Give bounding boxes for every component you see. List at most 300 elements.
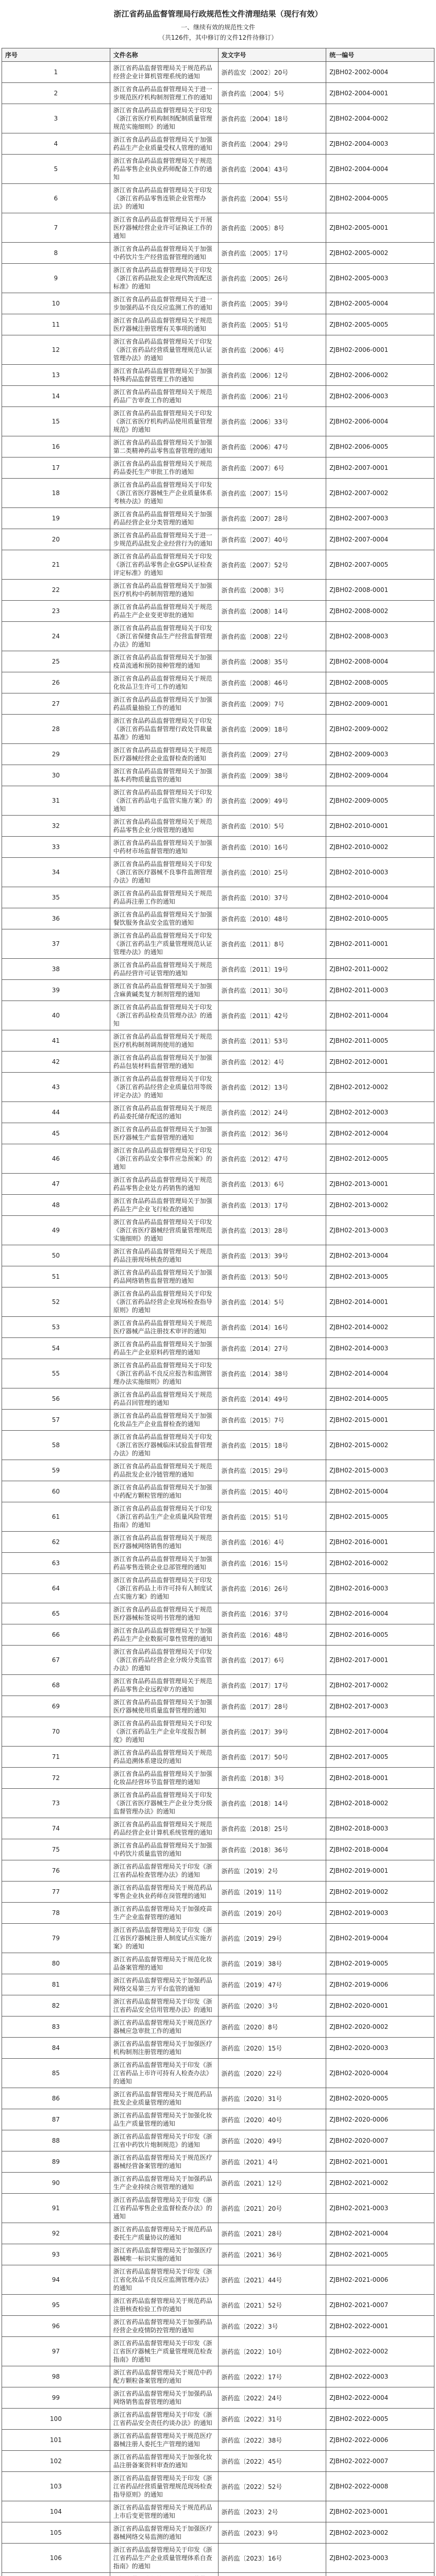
row-docno: 浙食药监〔2018〕25号 [218,1818,326,1839]
row-docno: 浙药监〔2019〕47号 [218,1974,326,1995]
row-index: 90 [2,2173,110,2194]
row-code: ZJBH02-2008-0002 [326,601,434,622]
row-code: ZJBH02-2020-0005 [326,2088,434,2109]
row-title: 浙江省药品监督管理局关于规范药品注册核查检验工作的通知 [110,2295,218,2316]
row-index: 87 [2,2109,110,2130]
row-docno: 浙食药监〔2015〕40号 [218,1481,326,1502]
table-row [2,837,434,858]
row-code: ZJBH02-2015-0005 [326,1502,434,1532]
row-code: ZJBH02-2016-0003 [326,1574,434,1603]
row-docno: 浙食药监〔2008〕3号 [218,580,326,601]
table-row [2,2544,434,2573]
row-index: 101 [2,2430,110,2451]
row-code: ZJBH02-2006-0004 [326,407,434,436]
table-row [2,908,434,929]
row-docno: 浙食药监〔2018〕36号 [218,1839,326,1860]
table-row [2,1646,434,1675]
row-docno: 浙食药监〔2012〕36号 [218,1123,326,1144]
table-row [2,2451,434,2472]
row-index: 53 [2,1317,110,1338]
row-index: 102 [2,2451,110,2472]
row-index: 86 [2,2088,110,2109]
row-index: 64 [2,1574,110,1603]
row-title: 浙江省食品药品监督管理局关于印发《浙江省药品检查员管理办法》的通知 [110,1001,218,1030]
row-title: 浙江省食品药品监督管理局关于规范医疗器械网络销售的通知 [110,1532,218,1553]
row-docno: 浙食药监〔2007〕40号 [218,529,326,550]
table-row [2,2194,434,2223]
row-index: 7 [2,213,110,243]
row-title: 浙江省食品药品监督管理局关于加强第二类精神药品零售监督管理的通知 [110,436,218,457]
row-index: 71 [2,1747,110,1768]
row-docno: 浙药监〔2021〕52号 [218,2295,326,2316]
row-title: 浙江省药品监督管理局关于加强医疗器械唯一标识实施的通知 [110,2244,218,2265]
row-docno: 浙食药监〔2015〕18号 [218,1431,326,1460]
row-title: 浙江省药品监督管理局关于规范药品委托生产质量协议的通知 [110,2223,218,2244]
row-docno: 浙药监安〔2002〕20号 [218,62,326,83]
row-title: 浙江省食品药品监督管理局关于进一步规范医疗机构制剂管理工作的通知 [110,83,218,104]
table-row [2,2472,434,2501]
table-row [2,1502,434,1532]
row-title: 浙江省食品药品监督管理局关于加强中药配方颗粒管理的通知 [110,1481,218,1502]
table-row [2,386,434,407]
row-code: ZJBH02-2020-0003 [326,2038,434,2059]
row-docno [218,2573,326,2576]
table-row [2,184,434,213]
row-title: 浙江省药品监督管理局关于规范药品零售企业执业药师在岗管理的通知 [110,1882,218,1903]
table-row [2,2244,434,2265]
row-title: 浙江省食品药品监督管理局关于印发《浙江省医疗机构制剂配制质量管理规范实施细则》的通知 [110,104,218,133]
row-docno: 浙食药监〔2012〕47号 [218,1144,326,1174]
row-docno: 浙食药监〔2012〕4号 [218,1052,326,1073]
row-code: ZJBH02-2018-0002 [326,1789,434,1818]
row-title: 浙江省食品药品监督管理局关于加强中药饮片质量监管的通知 [110,1839,218,1860]
row-docno: 浙食药监〔2014〕49号 [218,1388,326,1410]
row-index: 60 [2,1481,110,1502]
row-title: 浙江省食品药品监督管理局关于印发《浙江省药品生产质量管理规范认证管理办法》的通知 [110,929,218,959]
row-index: 30 [2,765,110,786]
row-docno: 浙药监〔2022〕31号 [218,2409,326,2430]
row-index: 50 [2,1245,110,1266]
table-row [2,1460,434,1481]
table-row [2,1860,434,1882]
row-index: 15 [2,407,110,436]
row-title: 浙江省食品药品监督管理局关于加强药品零售连锁企业总部管理的通知 [110,1553,218,1574]
row-title: 浙江省药品监督管理局关于印发《浙江省药品上市许可持有人检查办法》的通知 [110,2059,218,2088]
row-docno: 浙药监〔2020〕3号 [218,1995,326,2016]
row-index: 33 [2,837,110,858]
row-docno: 浙食药监〔2005〕26号 [218,264,326,293]
row-title: 浙江省食品药品监督管理局关于进一步加强药品不良反应监测工作的通知 [110,293,218,314]
table-row [2,2088,434,2109]
row-docno: 浙食药监〔2014〕5号 [218,1287,326,1317]
row-code: ZJBH02-2012-0001 [326,1052,434,1073]
row-docno: 浙食药监〔2017〕50号 [218,1747,326,1768]
row-code: ZJBH02-2012-0005 [326,1144,434,1174]
row-title: 浙江省食品药品监督管理局关于印发《浙江省药品零售连锁企业管理办法》的通知 [110,184,218,213]
row-docno: 浙食药监〔2015〕29号 [218,1460,326,1481]
row-title: 浙江省食品药品监督管理局关于加强医疗器械生产监督管理的通知 [110,1123,218,1144]
row-index: 9 [2,264,110,293]
table-row [2,62,434,83]
row-docno: 浙食药监〔2010〕16号 [218,837,326,858]
table-row [2,155,434,184]
row-docno: 浙食药监〔2007〕52号 [218,550,326,580]
row-code: ZJBH02-2022-0008 [326,2472,434,2501]
row-docno: 浙食药监〔2015〕51号 [218,1502,326,1532]
row-title: 浙江省食品药品监督管理局关于印发《浙江省药品上市许可持有人制度试点实施方案》的通知 [110,1574,218,1603]
document-table [2,48,434,2576]
table-row [2,2109,434,2130]
row-title: 浙江省食品药品监督管理局关于加强药品生产企业原料药管理的通知 [110,1338,218,1359]
table-row [2,2316,434,2337]
row-index: 21 [2,550,110,580]
table-row [2,2038,434,2059]
row-title: 浙江省药品监督管理局关于加强药品经营企业疫情防控管理的通知 [110,2316,218,2337]
row-docno: 浙药监〔2020〕31号 [218,2088,326,2109]
row-code: ZJBH02-2018-0001 [326,1768,434,1789]
row-code [326,2573,434,2576]
row-code: ZJBH02-2012-0002 [326,1073,434,1102]
row-code: ZJBH02-2009-0001 [326,693,434,715]
row-title: 浙江省药品监督管理局关于加强疫苗生产企业监督管理的通知 [110,1903,218,1924]
row-title: 浙江省食品药品监督管理局关于进一步规范药品批发企业经营行为的通知 [110,529,218,550]
row-title: 浙江省药品监督管理局关于印发《浙江省药品安全责任约谈办法》的通知 [110,2409,218,2430]
row-index: 85 [2,2059,110,2088]
row-code: ZJBH02-2021-0001 [326,2151,434,2173]
row-title: 浙江省药品监督管理局关于印发《浙江省药品经营质量管理规范现场检查指导原则》的通知 [110,2472,218,2501]
row-docno: 浙食药监〔2009〕49号 [218,786,326,816]
table-row [2,765,434,786]
row-index: 67 [2,1646,110,1675]
row-title: 浙江省食品药品监督管理局关于印发《浙江省药品经营质量管理规范认证管理办法》的通知 [110,335,218,365]
row-title: 浙江省药品监督管理局关于规范医疗器械经营备案管理的通知 [110,2151,218,2173]
row-code: ZJBH02-2010-0002 [326,837,434,858]
table-row [2,1317,434,1338]
row-code: ZJBH02-2017-0001 [326,1646,434,1675]
row-index: 47 [2,1174,110,1195]
row-docno: 浙食药监〔2013〕50号 [218,1266,326,1287]
row-title: 浙江省食品药品监督管理局关于加强中药饮片生产经营监督管理的通知 [110,243,218,264]
row-docno: 浙食药监〔2004〕5号 [218,83,326,104]
row-title: 浙江省食品药品监督管理局关于加强特殊药品监督管理工作的通知 [110,365,218,386]
row-docno: 浙药监〔2019〕11号 [218,1882,326,1903]
row-index: 20 [2,529,110,550]
row-docno: 浙食药监〔2011〕8号 [218,929,326,959]
row-code: ZJBH02-2013-0003 [326,1216,434,1245]
row-code: ZJBH02-2016-0001 [326,1532,434,1553]
row-code: ZJBH02-2010-0005 [326,908,434,929]
row-docno: 浙药监〔2021〕44号 [218,2265,326,2295]
row-title: 浙江省食品药品监督管理局关于印发《浙江省医疗器械生产企业质量体系考核办法》的通知 [110,479,218,508]
row-docno: 浙药监〔2022〕17号 [218,2366,326,2387]
row-docno: 浙药监〔2020〕22号 [218,2059,326,2088]
row-index: 35 [2,887,110,908]
row-docno: 浙食药监〔2014〕16号 [218,1317,326,1338]
table-row [2,816,434,837]
row-docno: 浙食药监〔2006〕47号 [218,436,326,457]
table-row [2,1195,434,1216]
row-code: ZJBH02-2009-0002 [326,715,434,744]
row-title: 浙江省食品药品监督管理局关于加强药品生产企业质量受权人管理的通知 [110,133,218,155]
header-index: 序号 [2,48,110,62]
row-code: ZJBH02-2020-0007 [326,2130,434,2151]
row-index: 93 [2,2244,110,2265]
row-title: 浙江省药品监督管理局关于规范医疗器械应急审批工作的通知 [110,2016,218,2038]
row-docno: 浙药监〔2019〕38号 [218,1953,326,1974]
row-docno: 浙食药监〔2009〕38号 [218,765,326,786]
row-docno: 浙药监〔2021〕28号 [218,2223,326,2244]
row-code: ZJBH02-2015-0002 [326,1431,434,1460]
row-code: ZJBH02-2019-0001 [326,1860,434,1882]
row-title: 浙江省食品药品监督管理局关于加强药品质量抽验工作的通知 [110,693,218,715]
row-index: 16 [2,436,110,457]
row-code: ZJBH02-2005-0001 [326,213,434,243]
row-title: 浙江省药品监督管理局关于加强药品网络交易第三方平台监管的通知 [110,1974,218,1995]
row-title: 浙江省食品药品监督管理局关于加强化妆品经营环节监督管理的通知 [110,1768,218,1789]
row-code: ZJBH02-2009-0004 [326,765,434,786]
row-code: ZJBH02-2017-0003 [326,1696,434,1717]
row-code: ZJBH02-2007-0001 [326,457,434,479]
row-docno: 浙药监〔2022〕52号 [218,2472,326,2501]
row-code: ZJBH02-2015-0004 [326,1481,434,1502]
table-row [2,651,434,672]
table-row [2,1359,434,1388]
row-index [2,2573,110,2576]
row-title: 浙江省食品药品监督管理局关于印发《浙江省医疗器械临床试验监督管理办法》的通知 [110,1431,218,1460]
row-index: 25 [2,651,110,672]
row-code: ZJBH02-2021-0002 [326,2173,434,2194]
row-docno: 浙食药监〔2009〕18号 [218,715,326,744]
table-row [2,2501,434,2522]
row-title: 浙江省食品药品监督管理局关于规范医疗器械标签说明书管理的通知 [110,1603,218,1624]
row-code: ZJBH02-2006-0001 [326,335,434,365]
row-docno: 浙食药监〔2006〕12号 [218,365,326,386]
table-row [2,1995,434,2016]
row-code: ZJBH02-2016-0005 [326,1624,434,1646]
row-index: 74 [2,1818,110,1839]
row-docno: 浙食药监〔2008〕46号 [218,672,326,693]
row-index: 81 [2,1974,110,1995]
row-code: ZJBH02-2019-0002 [326,1882,434,1903]
row-index: 84 [2,2038,110,2059]
row-title: 浙江省食品药品监督管理局关于规范药品批发企业冷链管理的通知 [110,1460,218,1481]
table-row [2,959,434,980]
row-code: ZJBH02-2011-0002 [326,959,434,980]
row-code: ZJBH02-2005-0004 [326,293,434,314]
row-index: 82 [2,1995,110,2016]
row-index: 44 [2,1102,110,1123]
row-index: 4 [2,133,110,155]
table-row [2,1789,434,1818]
subtitle-line-2: （共126件，其中修订的文件12件待修订） [158,34,278,41]
row-title: 浙江省食品药品监督管理局关于印发《浙江省药品经营企业分级分类监管办法》的通知 [110,1646,218,1675]
row-docno: 浙食药监〔2018〕3号 [218,1768,326,1789]
row-docno: 浙食药监〔2007〕6号 [218,457,326,479]
table-row [2,980,434,1001]
row-index: 80 [2,1953,110,1974]
row-index: 95 [2,2295,110,2316]
row-index: 29 [2,744,110,765]
row-code: ZJBH02-2022-0005 [326,2409,434,2430]
table-row [2,1532,434,1553]
row-docno: 浙食药监〔2008〕22号 [218,622,326,651]
row-index: 94 [2,2265,110,2295]
row-code: ZJBH02-2020-0002 [326,2016,434,2038]
row-index: 61 [2,1502,110,1532]
row-index: 3 [2,104,110,133]
row-title: 浙江省食品药品监督管理局关于加强药品经营企业分类管理的通知 [110,508,218,529]
row-code: ZJBH02-2013-0004 [326,1245,434,1266]
row-code: ZJBH02-2004-0005 [326,184,434,213]
row-index: 26 [2,672,110,693]
row-code: ZJBH02-2011-0005 [326,1030,434,1052]
row-title: 浙江省药品监督管理局关于印发《浙江省医疗器械生产质量管理规范检查指南》的通知 [110,2337,218,2366]
row-title: 浙江省药品监督管理局关于印发《浙江省药品安全信用管理办法》的通知 [110,1995,218,2016]
row-code: ZJBH02-2023-0003 [326,2544,434,2573]
row-docno: 浙食药监〔2008〕35号 [218,651,326,672]
row-code: ZJBH02-2008-0001 [326,580,434,601]
row-index: 18 [2,479,110,508]
table-row [2,293,434,314]
table-row [2,672,434,693]
row-index: 97 [2,2337,110,2366]
row-code: ZJBH02-2023-0001 [326,2501,434,2522]
row-index: 75 [2,1839,110,1860]
row-docno: 浙食药监〔2010〕48号 [218,908,326,929]
table-row [2,2430,434,2451]
row-code: ZJBH02-2006-0003 [326,386,434,407]
row-code: ZJBH02-2008-0004 [326,651,434,672]
row-docno: 浙食药监〔2014〕27号 [218,1338,326,1359]
row-index: 69 [2,1696,110,1717]
row-code: ZJBH02-2016-0002 [326,1553,434,1574]
row-title: 浙江省食品药品监督管理局关于规范药品委托生产审批工作的通知 [110,457,218,479]
row-title: 浙江省食品药品监督管理局关于印发《浙江省医疗器械经营质量管理规范实施细则》的通知 [110,1216,218,1245]
table-row [2,1216,434,1245]
row-code: ZJBH02-2004-0001 [326,83,434,104]
row-docno: 浙食药监〔2006〕33号 [218,407,326,436]
table-row [2,786,434,816]
row-index: 98 [2,2366,110,2387]
row-code: ZJBH02-2004-0002 [326,104,434,133]
row-index: 37 [2,929,110,959]
row-code: ZJBH02-2019-0006 [326,1974,434,1995]
table-row [2,2223,434,2244]
row-docno: 浙食药监〔2012〕24号 [218,1102,326,1123]
row-index: 51 [2,1266,110,1287]
row-code: ZJBH02-2006-0005 [326,436,434,457]
table-row [2,1818,434,1839]
row-title: 浙江省食品药品监督管理局关于规范化妆品卫生许可工作的通知 [110,672,218,693]
row-index: 32 [2,816,110,837]
row-title: 浙江省食品药品监督管理局关于印发《浙江省医疗机构药品使用质量管理规范》的通知 [110,407,218,436]
row-code: ZJBH02-2019-0003 [326,1903,434,1924]
row-docno: 浙食药监〔2007〕15号 [218,479,326,508]
row-title: 浙江省食品药品监督管理局关于印发《浙江省医疗器械生产企业分类分级监督管理办法》的通知 [110,1789,218,1818]
row-title: 浙江省食品药品监督管理局关于印发《浙江省药品生产企业质量风险管理指南》的通知 [110,1502,218,1532]
table-row [2,213,434,243]
table-row [2,457,434,479]
row-code: ZJBH02-2014-0005 [326,1388,434,1410]
table-row [2,1675,434,1696]
table-row [2,365,434,386]
row-docno: 浙食药监〔2014〕38号 [218,1359,326,1388]
row-index: 41 [2,1030,110,1052]
table-header-row [2,48,434,62]
row-index: 55 [2,1359,110,1388]
row-index: 19 [2,508,110,529]
row-title: 浙江省食品药品监督管理局关于印发《浙江省药品监督管理行政处罚裁量基准》的通知 [110,715,218,744]
row-title: 浙江省食品药品监督管理局关于加强药品生产企业数据可靠性管理的通知 [110,1624,218,1646]
table-row [2,1603,434,1624]
row-docno: 浙药监〔2021〕12号 [218,2173,326,2194]
row-code: ZJBH02-2012-0003 [326,1102,434,1123]
row-index: 83 [2,2016,110,2038]
row-title: 浙江省食品药品监督管理局关于印发《浙江省药品经营企业质量信用等级评定办法》的通知 [110,1073,218,1102]
row-code: ZJBH02-2005-0005 [326,314,434,335]
row-title: 浙江省药品监督管理局关于规范药品上市后变更管理的通知 [110,2501,218,2522]
row-docno: 浙食药监〔2015〕7号 [218,1410,326,1431]
row-code: ZJBH02-2022-0002 [326,2337,434,2366]
row-code: ZJBH02-2021-0006 [326,2265,434,2295]
row-index: 96 [2,2316,110,2337]
table-row [2,2573,434,2576]
row-docno: 浙食药监〔2016〕15号 [218,1553,326,1574]
row-code: ZJBH02-2002-0004 [326,62,434,83]
row-docno: 浙药监〔2021〕36号 [218,2244,326,2265]
row-docno: 浙药监〔2021〕4号 [218,2151,326,2173]
table-row [2,436,434,457]
row-code: ZJBH02-2013-0002 [326,1195,434,1216]
row-docno: 浙食药监〔2004〕18号 [218,104,326,133]
row-title: 浙江省食品药品监督管理局关于规范药品追溯体系建设的通知 [110,1747,218,1768]
row-index: 78 [2,1903,110,1924]
row-index: 52 [2,1287,110,1317]
row-index: 34 [2,858,110,887]
row-code: ZJBH02-2007-0002 [326,479,434,508]
table-row [2,2409,434,2430]
row-code: ZJBH02-2007-0004 [326,529,434,550]
row-title: 浙江省药品监督管理局关于印发《浙江省药品生产企业质量管理体系自查指南》的通知 [110,2544,218,2573]
row-title: 浙江省食品药品监督管理局关于加强药品包装材料监督管理的通知 [110,1052,218,1073]
row-docno: 浙食药监〔2016〕26号 [218,1574,326,1603]
row-code: ZJBH02-2011-0004 [326,1001,434,1030]
table-row [2,1073,434,1102]
row-index: 43 [2,1073,110,1102]
row-docno: 浙食药监〔2011〕42号 [218,1001,326,1030]
row-title: 浙江省食品药品监督管理局关于规范药品零售企业远程审方的通知 [110,1675,218,1696]
row-index: 70 [2,1717,110,1747]
row-index: 11 [2,314,110,335]
row-code: ZJBH02-2016-0004 [326,1603,434,1624]
row-title: 浙江省食品药品监督管理局关于加强化妆品生产企业监督检查的通知 [110,1410,218,1431]
row-title: 浙江省食品药品监督管理局关于加强疫苗流通和预防接种管理的通知 [110,651,218,672]
row-docno: 浙食药监〔2017〕6号 [218,1646,326,1675]
row-index: 104 [2,2501,110,2522]
row-code: ZJBH02-2013-0001 [326,1174,434,1195]
row-docno: 浙药监〔2022〕24号 [218,2387,326,2409]
table-row [2,1553,434,1574]
table-row [2,693,434,715]
row-code: ZJBH02-2018-0004 [326,1839,434,1860]
row-index: 65 [2,1603,110,1624]
row-title: 浙江省食品药品监督管理局关于规范药品广告审查工作的通知 [110,386,218,407]
table-row [2,479,434,508]
row-code: ZJBH02-2009-0003 [326,744,434,765]
row-title: 浙江省药品监督管理局关于加强药品生产企业持续合规管理的通知 [110,2173,218,2194]
row-index: 56 [2,1388,110,1410]
table-row [2,1717,434,1747]
